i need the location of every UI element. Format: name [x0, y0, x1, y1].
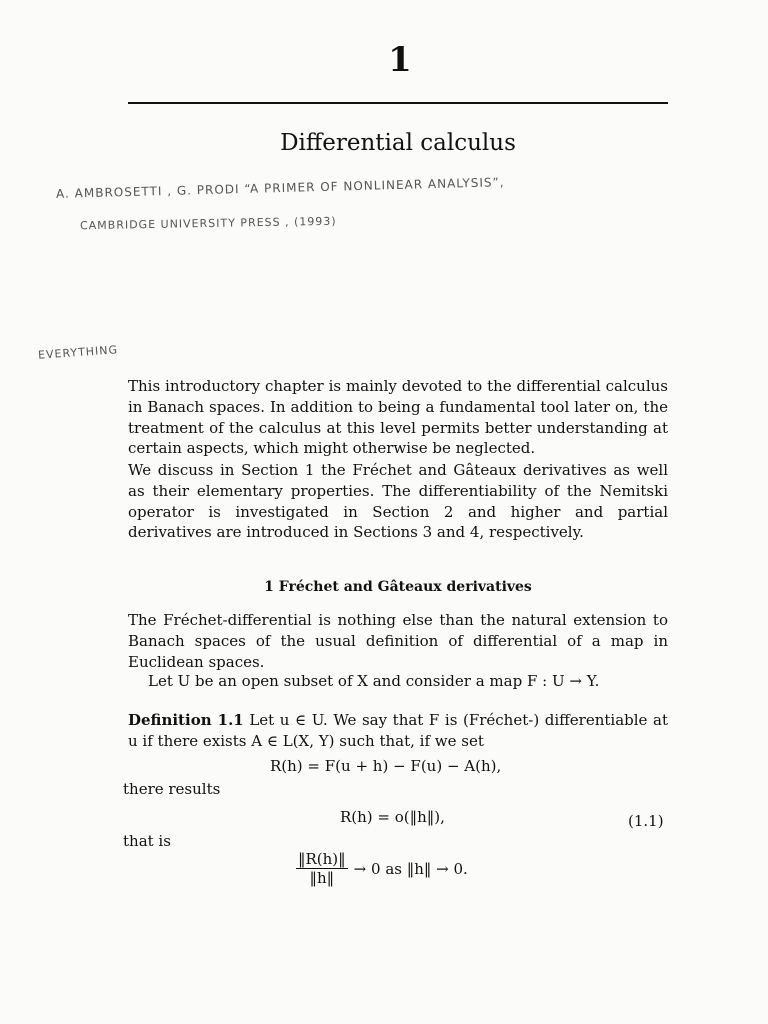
equation-number: (1.1)	[628, 812, 664, 830]
chapter-number: 1	[388, 40, 412, 80]
handwritten-citation-line1: A. AMBROSETTI , G. PRODI “A PRIMER OF NONLINEAR ANALYSIS”,	[55, 175, 505, 201]
chapter-rule	[128, 102, 668, 104]
definition-block	[128, 710, 668, 752]
chapter-title: Differential calculus	[280, 130, 516, 156]
equation-remainder-definition: R(h) = F(u + h) − F(u) − A(h),	[270, 757, 502, 775]
section-heading: 1 Fréchet and Gâteaux derivatives	[264, 579, 532, 595]
handwritten-citation-line2: CAMBRIDGE UNIVERSITY PRESS , (1993)	[79, 214, 337, 233]
that-is-text: that is	[123, 832, 171, 850]
fraction-denominator: ‖h‖	[309, 869, 335, 887]
fraction	[296, 850, 348, 887]
handwritten-margin-note: EVERYTHING	[37, 343, 119, 362]
section-paragraph-2: Let U be an open subset of X and consider a map F : U → Y.	[148, 672, 600, 690]
limit-tail: → 0 as ‖h‖ → 0.	[353, 859, 468, 878]
definition-text: Let u ∈ U. We say that F is (Fréchet-) differentiable at u if there exists A ∈ L(X, Y) such that, if we set	[128, 711, 668, 750]
intro-paragraph-2: We discuss in Section 1 the Fréchet and Gâteaux derivatives as well as their elementary properties. The differentiability of the Nemitski operator is investigated in Section 2 and higher and partial derivatives are introduced in Sections 3 and 4, respectively.	[128, 461, 668, 542]
there-results-text: there results	[123, 780, 221, 798]
fraction-numerator: ‖R(h)‖	[298, 850, 346, 868]
equation-main: R(h) = o(‖h‖),	[340, 808, 445, 826]
equation-limit	[296, 850, 468, 887]
section-paragraph-1: The Fréchet-differential is nothing else than the natural extension to Banach spaces of the usual definition of differential of a map in Euclidean spaces.	[128, 611, 668, 671]
definition-label: Definition 1.1	[128, 711, 244, 729]
intro-paragraph-1: This introductory chapter is mainly devoted to the differential calculus in Banach spaces. In addition to being a fundamental tool later on, the treatment of the calculus at this level permits better understanding at certain aspects, which might otherwise be neglected.	[128, 377, 668, 458]
